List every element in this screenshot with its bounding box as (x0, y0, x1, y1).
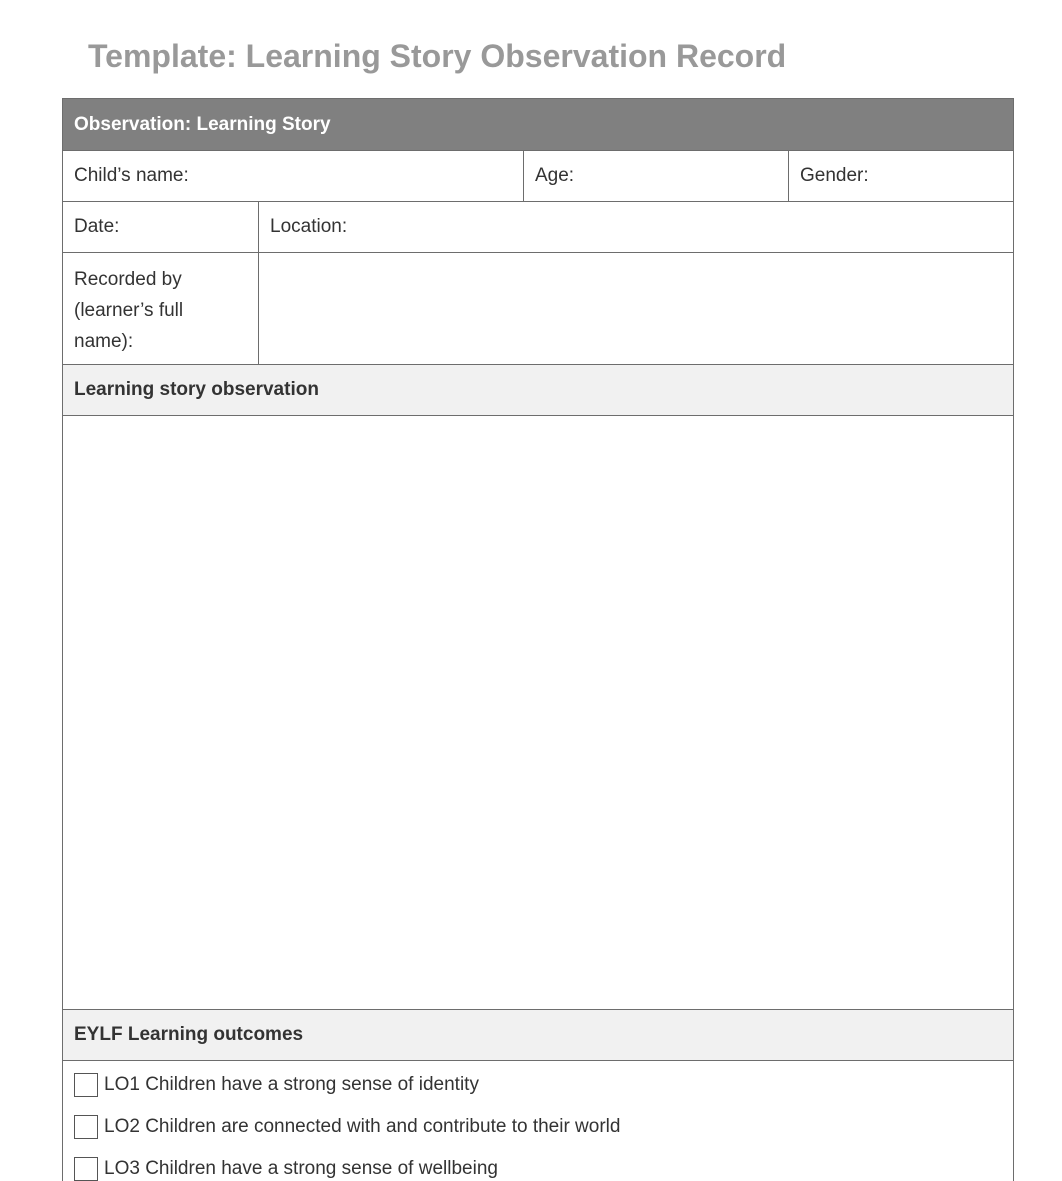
outcome-label: LO1 Children have a strong sense of identity (104, 1073, 479, 1095)
recorded-by-label-cell (63, 253, 258, 364)
childs-name-label: Child’s name: (74, 165, 189, 186)
outcomes-section-row (63, 1010, 1013, 1061)
gender-field[interactable] (788, 151, 1013, 201)
outcome-label: LO2 Children are connected with and contribute to their world (104, 1115, 621, 1137)
age-field[interactable] (523, 151, 788, 201)
form-header: Observation: Learning Story (74, 113, 331, 135)
childs-name-field[interactable] (63, 151, 523, 201)
outcome-label: LO3 Children have a strong sense of wellbeing (104, 1157, 498, 1179)
outcomes-section-heading: EYLF Learning outcomes (74, 1024, 304, 1045)
form-header-row (63, 99, 1013, 151)
date-label: Date: (74, 216, 120, 237)
date-field[interactable] (63, 202, 258, 252)
location-label: Location: (270, 216, 348, 237)
observation-form (62, 98, 1014, 1181)
observation-section-row (63, 365, 1013, 416)
outcome-item-lo2[interactable] (74, 1113, 1002, 1140)
location-field[interactable] (258, 202, 1013, 252)
recorded-by-label: Recorded by (learner’s full name): (74, 269, 184, 352)
page-title: Template: Learning Story Observation Record (88, 38, 787, 74)
outcomes-list (63, 1061, 1013, 1181)
age-label: Age: (535, 165, 575, 186)
child-details-row (63, 151, 1013, 202)
outcome-checkbox[interactable] (74, 1073, 98, 1097)
recorded-by-row (63, 253, 1013, 365)
outcome-item-lo3[interactable] (74, 1155, 1002, 1181)
outcome-checkbox[interactable] (74, 1115, 98, 1139)
date-location-row (63, 202, 1013, 253)
recorded-by-input[interactable] (258, 253, 1013, 364)
learning-story-textarea[interactable] (63, 416, 1013, 1010)
observation-section-heading: Learning story observation (74, 379, 319, 400)
outcome-checkbox[interactable] (74, 1157, 98, 1181)
outcome-item-lo1[interactable] (74, 1071, 1002, 1098)
gender-label: Gender: (800, 165, 869, 186)
